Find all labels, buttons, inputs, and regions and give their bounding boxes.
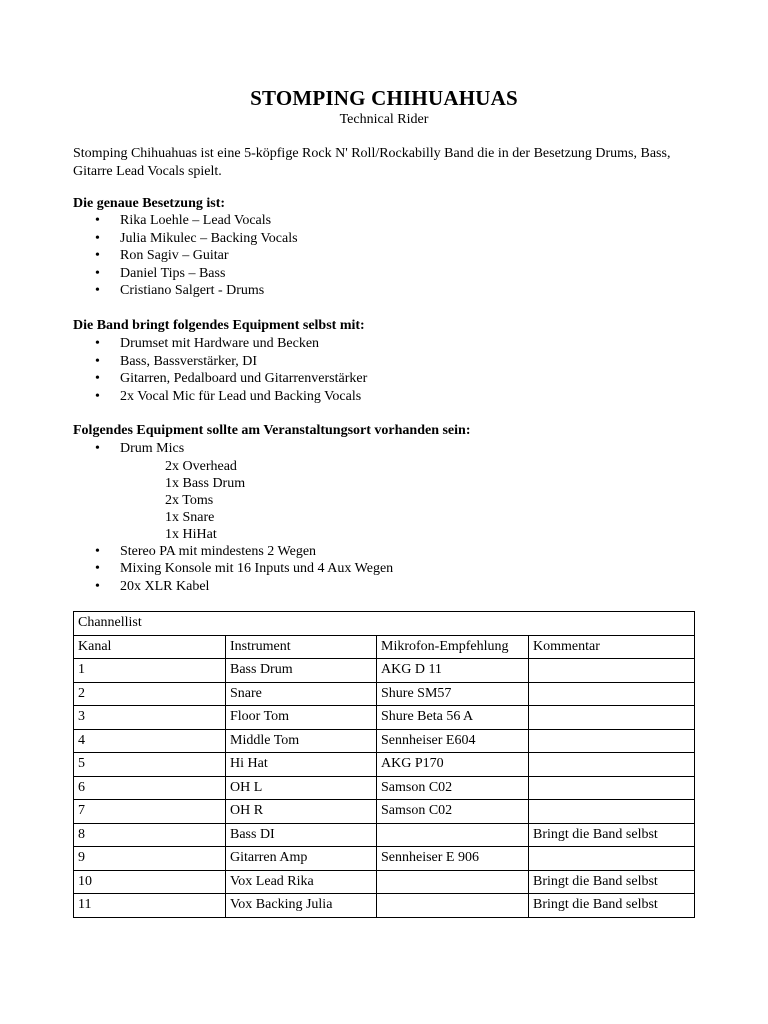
band-equipment-list xyxy=(73,335,693,405)
cell-kommentar xyxy=(529,800,695,824)
document-title: STOMPING CHIHUAHUAS xyxy=(250,86,518,110)
document-subtitle: Technical Rider xyxy=(339,112,429,127)
cell-instrument: Bass DI xyxy=(226,823,377,847)
cell-kanal: 11 xyxy=(74,894,226,918)
cell-instrument: Bass Drum xyxy=(226,659,377,683)
intro-paragraph: Stomping Chihuahuas ist eine 5-köpfige Rock N' Roll/Rockabilly Band die in der Besetzung Drums, Bass, Gitarre Lead Vocals spielt. xyxy=(73,146,671,179)
table-row xyxy=(74,706,695,730)
table-row xyxy=(74,776,695,800)
cell-instrument: Vox Lead Rika xyxy=(226,870,377,894)
cell-mikrofon: Samson C02 xyxy=(377,800,529,824)
cell-mikrofon xyxy=(377,823,529,847)
cell-kommentar xyxy=(529,847,695,871)
cell-kommentar: Bringt die Band selbst xyxy=(529,870,695,894)
sub-list-item: 1x HiHat xyxy=(165,526,217,542)
column-header-kanal: Kanal xyxy=(74,635,226,659)
list-item: • Cristiano Salgert - Drums xyxy=(73,282,693,300)
cell-instrument: Snare xyxy=(226,682,377,706)
cell-mikrofon: AKG D 11 xyxy=(377,659,529,683)
cell-kommentar: Bringt die Band selbst xyxy=(529,823,695,847)
cell-instrument: Vox Backing Julia xyxy=(226,894,377,918)
list-item: • Mixing Konsole mit 16 Inputs und 4 Aux Wegen xyxy=(73,560,693,578)
cell-instrument: Gitarren Amp xyxy=(226,847,377,871)
band-equipment-heading: Die Band bringt folgendes Equipment selbst mit: xyxy=(73,318,365,333)
table-title-row xyxy=(74,612,695,636)
table-row xyxy=(74,894,695,918)
cell-mikrofon xyxy=(377,870,529,894)
list-item: • Bass, Bassverstärker, DI xyxy=(73,353,693,371)
channel-list-table xyxy=(73,611,695,918)
column-header-instrument: Instrument xyxy=(226,635,377,659)
list-item: • Ron Sagiv – Guitar xyxy=(73,247,693,265)
cell-mikrofon: AKG P170 xyxy=(377,753,529,777)
list-item xyxy=(73,440,693,543)
table-row xyxy=(74,753,695,777)
cell-kanal: 10 xyxy=(74,870,226,894)
cell-kanal: 2 xyxy=(74,682,226,706)
list-item: • 2x Vocal Mic für Lead und Backing Vocals xyxy=(73,388,693,406)
cell-kanal: 6 xyxy=(74,776,226,800)
cell-instrument: Middle Tom xyxy=(226,729,377,753)
sub-list-item: 1x Snare xyxy=(165,509,215,525)
list-item: • Stereo PA mit mindestens 2 Wegen xyxy=(73,543,693,561)
table-row xyxy=(74,729,695,753)
column-header-kommentar: Kommentar xyxy=(529,635,695,659)
cell-instrument: Hi Hat xyxy=(226,753,377,777)
lineup-list xyxy=(73,212,693,300)
cell-kommentar xyxy=(529,682,695,706)
cell-kanal: 9 xyxy=(74,847,226,871)
column-header-mikrofon: Mikrofon-Empfehlung xyxy=(377,635,529,659)
list-item: • Daniel Tips – Bass xyxy=(73,265,693,283)
cell-instrument: OH R xyxy=(226,800,377,824)
cell-mikrofon: Shure SM57 xyxy=(377,682,529,706)
sub-list-item: 2x Overhead xyxy=(165,458,237,474)
cell-kanal: 1 xyxy=(74,659,226,683)
venue-equipment-heading: Folgendes Equipment sollte am Veranstaltungsort vorhanden sein: xyxy=(73,423,471,438)
table-row xyxy=(74,823,695,847)
cell-mikrofon: Sennheiser E604 xyxy=(377,729,529,753)
venue-equipment-list xyxy=(73,440,693,595)
cell-kommentar xyxy=(529,659,695,683)
cell-kommentar xyxy=(529,776,695,800)
lineup-heading: Die genaue Besetzung ist: xyxy=(73,196,226,211)
cell-mikrofon: Shure Beta 56 A xyxy=(377,706,529,730)
cell-kanal: 5 xyxy=(74,753,226,777)
cell-instrument: OH L xyxy=(226,776,377,800)
cell-kanal: 8 xyxy=(74,823,226,847)
cell-mikrofon: Sennheiser E 906 xyxy=(377,847,529,871)
cell-kanal: 3 xyxy=(74,706,226,730)
drum-mics-list xyxy=(120,458,693,543)
table-title: Channellist xyxy=(74,612,695,636)
table-row xyxy=(74,800,695,824)
list-item: • Julia Mikulec – Backing Vocals xyxy=(73,230,693,248)
cell-mikrofon xyxy=(377,894,529,918)
table-row xyxy=(74,682,695,706)
sub-list-item: 2x Toms xyxy=(165,492,214,508)
cell-kommentar xyxy=(529,729,695,753)
cell-kanal: 7 xyxy=(74,800,226,824)
table-row xyxy=(74,847,695,871)
drum-mics-label: Drum Mics xyxy=(120,441,185,456)
list-item: • 20x XLR Kabel xyxy=(73,578,693,596)
cell-mikrofon: Samson C02 xyxy=(377,776,529,800)
cell-kanal: 4 xyxy=(74,729,226,753)
cell-kommentar xyxy=(529,753,695,777)
table-header-row xyxy=(74,635,695,659)
list-item: • Rika Loehle – Lead Vocals xyxy=(73,212,693,230)
table-row xyxy=(74,659,695,683)
cell-kommentar: Bringt die Band selbst xyxy=(529,894,695,918)
cell-kommentar xyxy=(529,706,695,730)
list-item: • Drumset mit Hardware und Becken xyxy=(73,335,693,353)
table-row xyxy=(74,870,695,894)
cell-instrument: Floor Tom xyxy=(226,706,377,730)
sub-list-item: 1x Bass Drum xyxy=(165,475,246,491)
list-item: • Gitarren, Pedalboard und Gitarrenverstärker xyxy=(73,370,693,388)
